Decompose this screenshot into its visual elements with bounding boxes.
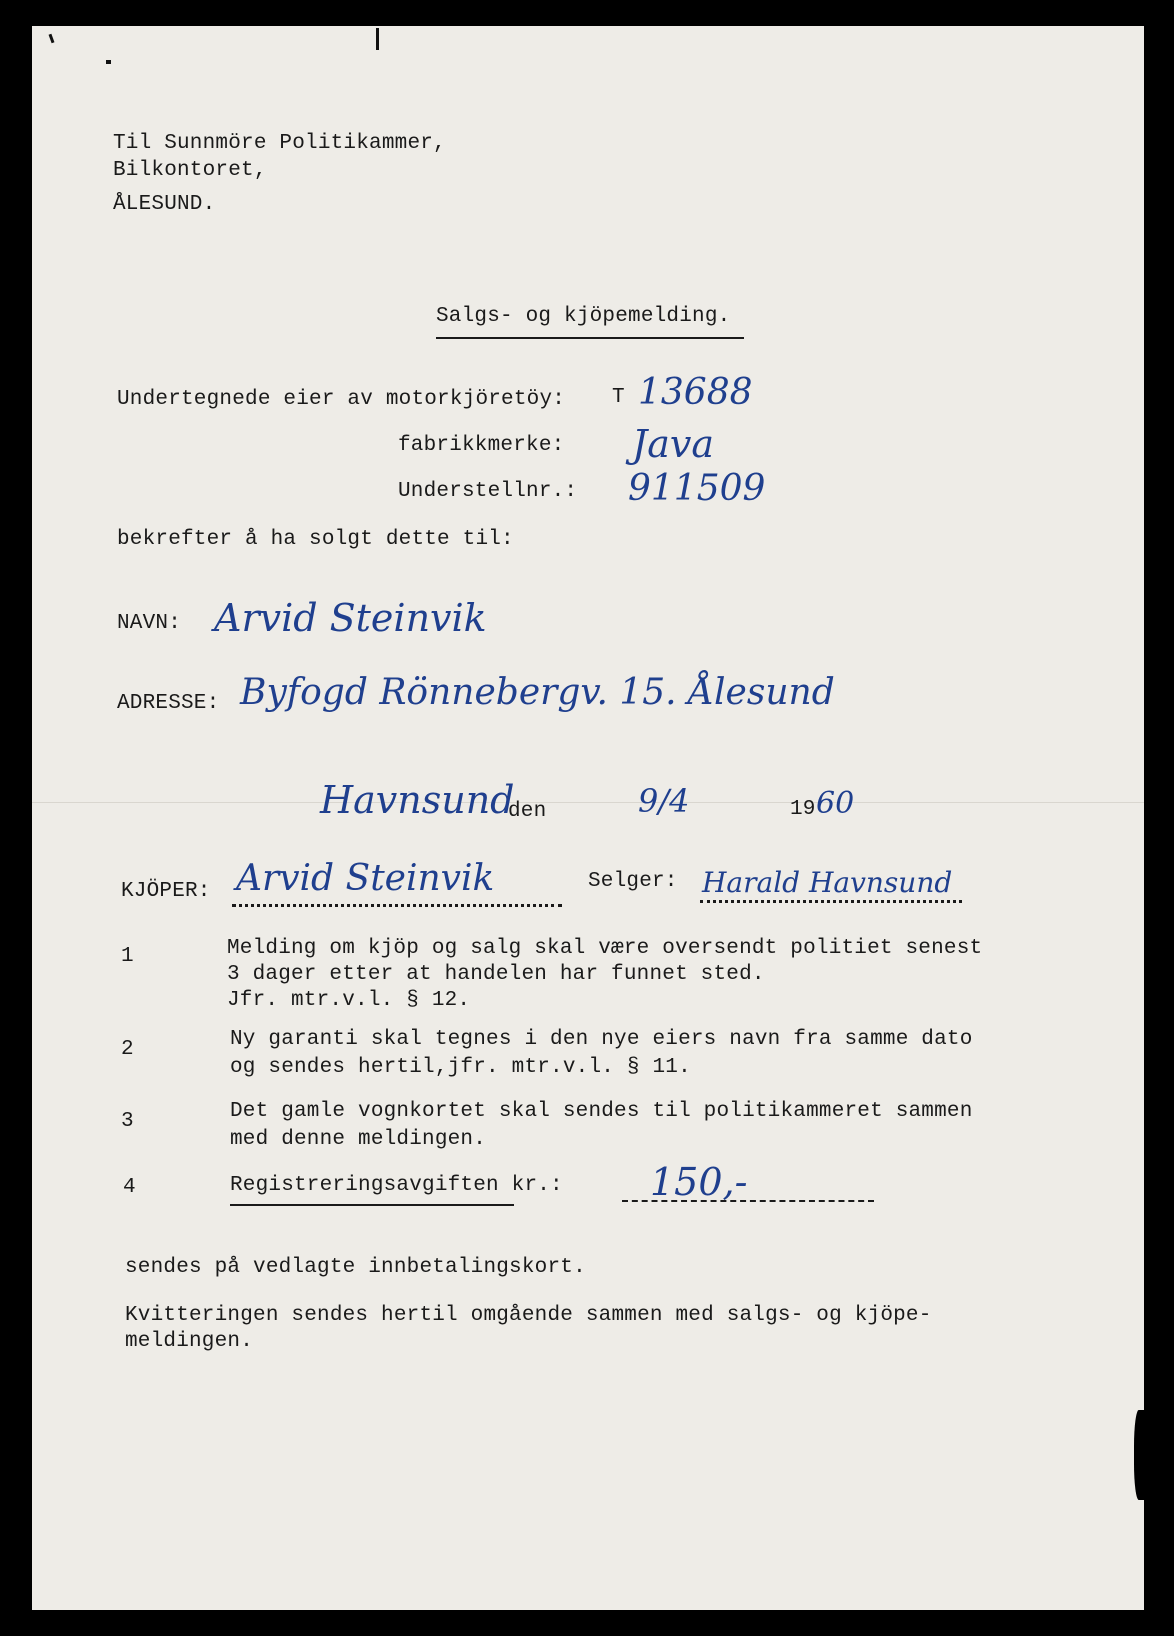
address-handwritten: Byfogd Rönnebergv. 15. Ålesund bbox=[240, 672, 835, 713]
ink-mark bbox=[49, 34, 55, 43]
rule-1-line-1: Melding om kjöp og salg skal være oversendt politiet senest bbox=[227, 937, 983, 960]
recipient-line-2: Bilkontoret, bbox=[113, 159, 267, 182]
chassis-label: Understellnr.: bbox=[398, 480, 578, 503]
footer-line-2: Kvitteringen sendes hertil omgående sammen med salgs- og kjöpe- bbox=[125, 1304, 932, 1327]
address-label: ADRESSE: bbox=[117, 692, 220, 715]
rule-1-line-2: 3 dager etter at handelen har funnet sted. bbox=[227, 963, 765, 986]
footer-line-3: meldingen. bbox=[125, 1330, 254, 1353]
name-label: NAVN: bbox=[117, 612, 182, 635]
fee-amount-line bbox=[622, 1200, 874, 1202]
rule-2-number: 2 bbox=[121, 1038, 134, 1061]
paper-tear bbox=[1134, 1410, 1146, 1500]
year-printed: 19 bbox=[790, 798, 816, 821]
rule-3-line-2: med denne meldingen. bbox=[230, 1128, 487, 1151]
den-label: den bbox=[508, 800, 547, 823]
rule-2-line-1: Ny garanti skal tegnes i den nye eiers navn fra samme dato bbox=[230, 1028, 973, 1051]
fee-label-underline bbox=[230, 1204, 514, 1206]
place-handwritten: Havnsund bbox=[320, 778, 515, 822]
document-page bbox=[32, 26, 1144, 1610]
date-handwritten: 9/4 bbox=[638, 782, 690, 820]
rule-3-number: 3 bbox=[121, 1110, 134, 1133]
buyer-signature-line bbox=[232, 904, 562, 907]
chassis-handwritten: 911509 bbox=[628, 468, 766, 509]
rule-2-line-2: og sendes hertil,jfr. mtr.v.l. § 11. bbox=[230, 1056, 691, 1079]
fee-label: Registreringsavgiften kr.: bbox=[230, 1174, 563, 1197]
sold-to-label: bekrefter å ha solgt dette til: bbox=[117, 528, 514, 551]
rule-1-line-3: Jfr. mtr.v.l. § 12. bbox=[227, 989, 471, 1012]
document-title: Salgs- og kjöpemelding. bbox=[436, 305, 731, 328]
owner-label: Undertegnede eier av motorkjöretöy: bbox=[117, 388, 566, 411]
title-underline bbox=[436, 337, 744, 339]
reg-number-handwritten: 13688 bbox=[638, 372, 753, 413]
make-label: fabrikkmerke: bbox=[398, 434, 565, 457]
buyer-label: KJÖPER: bbox=[121, 880, 211, 903]
footer-line-1: sendes på vedlagte innbetalingskort. bbox=[125, 1256, 586, 1279]
ink-dot bbox=[106, 60, 111, 64]
buyer-signature: Arvid Steinvik bbox=[236, 858, 495, 899]
fold-crease bbox=[32, 802, 1144, 803]
fee-amount-handwritten: 150,- bbox=[650, 1160, 748, 1204]
seller-label: Selger: bbox=[588, 870, 678, 893]
recipient-line-1: Til Sunnmöre Politikammer, bbox=[113, 132, 446, 155]
seller-signature-line bbox=[700, 900, 962, 903]
rule-4-number: 4 bbox=[123, 1176, 136, 1199]
recipient-line-3: ÅLESUND. bbox=[113, 193, 216, 216]
make-handwritten: Java bbox=[632, 422, 715, 466]
year-handwritten: 60 bbox=[816, 786, 855, 821]
ink-mark bbox=[376, 28, 379, 50]
reg-prefix: T bbox=[612, 386, 625, 409]
name-handwritten: Arvid Steinvik bbox=[214, 596, 487, 640]
seller-signature: Harald Havnsund bbox=[702, 866, 953, 899]
rule-3-line-1: Det gamle vognkortet skal sendes til politikammeret sammen bbox=[230, 1100, 973, 1123]
rule-1-number: 1 bbox=[121, 945, 134, 968]
